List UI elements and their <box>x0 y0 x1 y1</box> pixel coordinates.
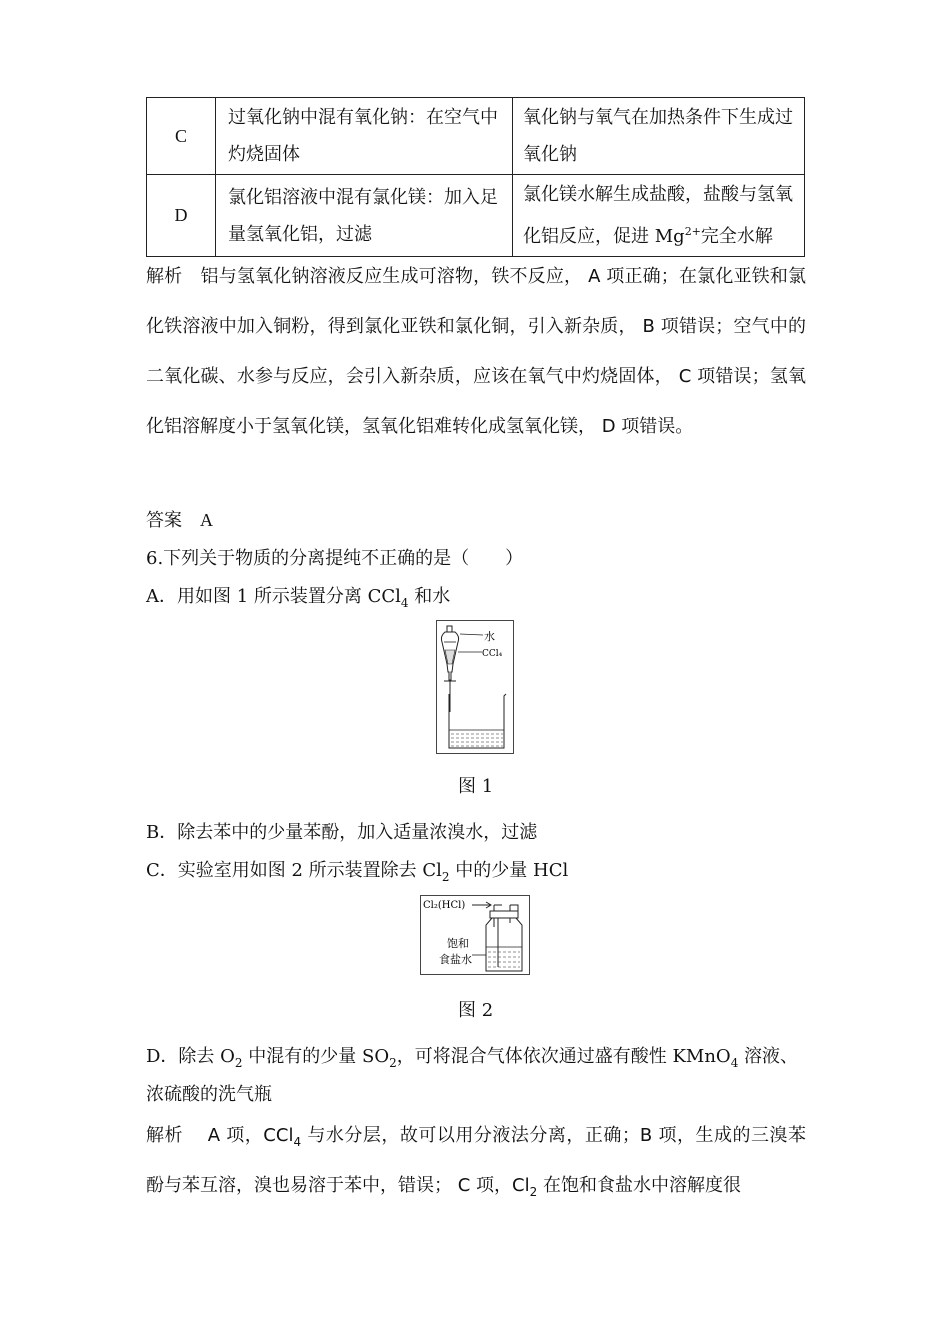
answer-label: 答案 <box>146 510 182 531</box>
label-brine: 食盐水 <box>439 953 472 966</box>
row-label: C <box>147 98 216 175</box>
question-stem: 6.下列关于物质的分离提纯不正确的是（ ） <box>146 548 524 569</box>
answer-line <box>146 506 213 532</box>
figure-1-caption: 图 1 <box>458 776 494 797</box>
label-ccl4: CCl₄ <box>482 649 503 659</box>
label-gas: Cl₂(HCl) <box>423 900 466 911</box>
answer-value: A <box>200 510 213 530</box>
analysis-paragraph-1 <box>146 252 806 452</box>
analysis-label: 解析 <box>146 1125 184 1146</box>
analysis-text: 铝与氢氧化钠溶液反应生成可溶物，铁不反应， A 项正确；在氯化亚铁和氯化铁溶液中加入铜粉，得到氯化亚铁和氯化铜，引入新杂质， B 项错误；空气中的二氧化碳、水参与反应，会引入新杂质，应该在氧气中灼烧固体， C 项错误；氢氧化铝溶解度小于氢氧化镁，氢氧化铝难转化成氢氧化镁， D 项错误。 <box>146 266 807 437</box>
row-label: D <box>147 175 216 257</box>
method-cell: 氯化铝溶液中混有氯化镁：加入足量氢氧化铝，过滤 <box>216 175 513 257</box>
analysis-paragraph-2: 解析 A 项，CCl$_4$ 与水分层，故可以用分液法分离，正确；B 项，生成的三溴苯酚与苯互溶，溴也易溶于苯中，错误； C 项，$Cl_2$ 在饱和食盐水中溶解度很 <box>146 1125 807 1199</box>
method-cell: 过氧化钠中混有氧化钠：在空气中灼烧固体 <box>216 98 513 175</box>
option-a: A．用如图 1 所示装置分离 CCl$_4$ 和水 <box>146 586 451 610</box>
option-b: B．除去苯中的少量苯酚，加入适量浓溴水，过滤 <box>146 822 538 843</box>
figure-2-caption: 图 2 <box>458 1000 494 1021</box>
reason-cell: 氯化镁水解生成盐酸，盐酸与氢氧化铝反应，促进 $Mg^{2+}$完全水解 <box>513 175 805 257</box>
analysis-label: 解析 <box>146 266 183 287</box>
option-c: C．实验室用如图 2 所示装置除去 $Cl_2$ 中的少量 HCl <box>146 860 569 884</box>
gas-wash-bottle-figure <box>420 895 530 975</box>
label-water: 水 <box>484 630 495 643</box>
separatory-funnel-figure <box>436 620 514 754</box>
option-d-continued: 浓硫酸的洗气瓶 <box>146 1084 272 1105</box>
table-row <box>147 98 805 175</box>
option-d: D．除去 $O_2$ 中混有的少量 $SO_2$，可将混合气体依次通过盛有酸性 KMnO$_4$ 溶液、 <box>146 1046 799 1070</box>
options-table <box>146 97 805 257</box>
label-saturated: 饱和 <box>447 937 469 950</box>
reason-cell: 氧化钠与氧气在加热条件下生成过氧化钠 <box>513 98 805 175</box>
table-row <box>147 175 805 257</box>
